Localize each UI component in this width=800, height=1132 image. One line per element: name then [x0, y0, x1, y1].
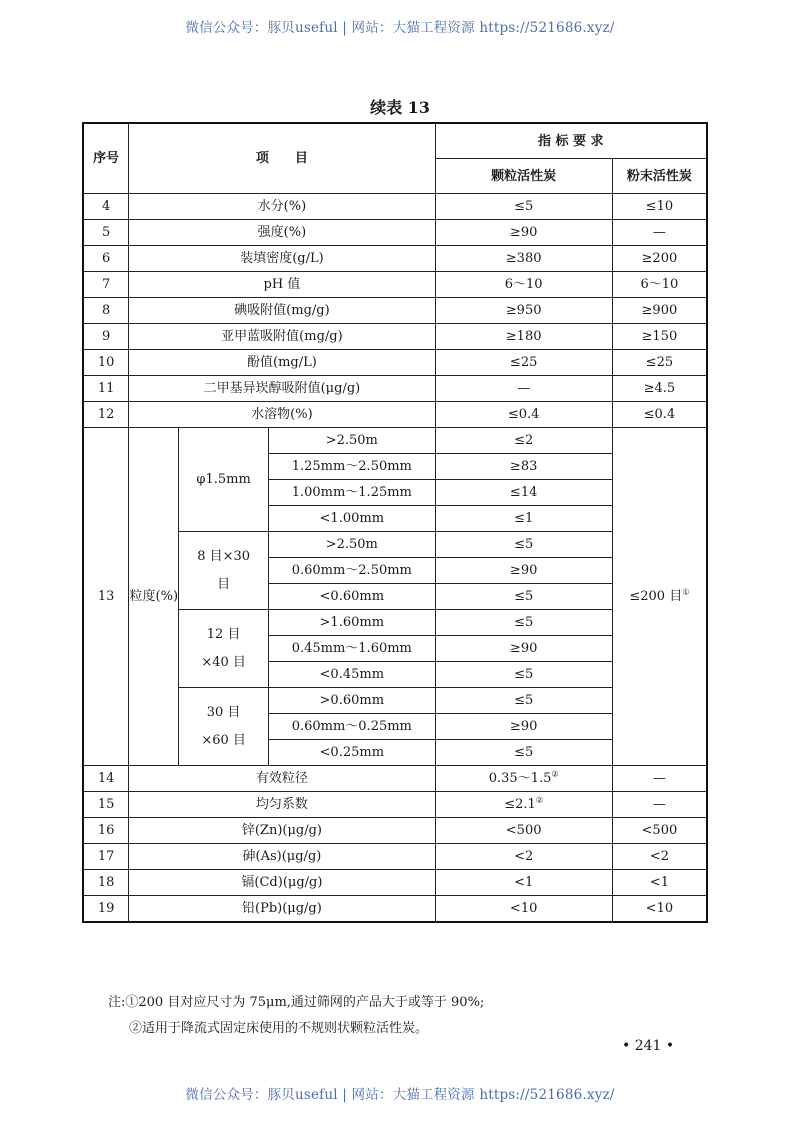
row-granular: ≤0.4 [435, 402, 612, 428]
table-row [83, 246, 707, 272]
row-granular: ≤25 [435, 350, 612, 376]
row-powder: — [612, 220, 707, 246]
row-item: 有效粒径 [129, 766, 435, 792]
row-powder: <10 [612, 896, 707, 923]
row-powder: ≥900 [612, 298, 707, 324]
header-requirements: 指 标 要 求 [435, 123, 707, 159]
row-granular [435, 766, 612, 792]
row-granular: ≥90 [435, 714, 612, 740]
footnote-ref: ② [535, 795, 544, 805]
row-no: 9 [83, 324, 129, 350]
table-row [83, 402, 707, 428]
row-granular: — [435, 376, 612, 402]
range-cell: 0.45mm～1.60mm [269, 636, 435, 662]
row-granular: <2 [435, 844, 612, 870]
row-granular: ≤2 [435, 428, 612, 454]
group-label-text: 8 目×30 目 [197, 548, 251, 592]
range-cell: 1.25mm～2.50mm [269, 454, 435, 480]
footnote-1: 注:①200 目对应尺寸为 75μm,通过筛网的产品大于或等于 90%; [108, 995, 485, 1010]
row-granular: ≥90 [435, 636, 612, 662]
range-cell: <0.45mm [269, 662, 435, 688]
row-granular: ≤5 [435, 688, 612, 714]
granular-value: ≤2.1 [504, 797, 536, 812]
row-granular: ≤14 [435, 480, 612, 506]
group-label: φ1.5mm [179, 428, 269, 532]
group-label-text: 30 目×60 目 [201, 704, 246, 748]
range-cell: 1.00mm～1.25mm [269, 480, 435, 506]
row-no: 17 [83, 844, 129, 870]
table-title: 续表 13 [370, 98, 430, 117]
header-powder: 粉末活性炭 [612, 159, 707, 194]
footnote-2: ②适用于降流式固定床使用的不规则状颗粒活性炭。 [129, 1021, 429, 1036]
row-item: pH 值 [129, 272, 435, 298]
row-no: 8 [83, 298, 129, 324]
row-powder: ≥150 [612, 324, 707, 350]
row-item: 二甲基异崁醇吸附值(μg/g) [129, 376, 435, 402]
row-granular: ≤5 [435, 584, 612, 610]
table-row [83, 376, 707, 402]
row-item: 锌(Zn)(μg/g) [129, 818, 435, 844]
row-item: 亚甲蓝吸附值(mg/g) [129, 324, 435, 350]
row-no: 10 [83, 350, 129, 376]
table-row [83, 896, 707, 923]
row-powder: <1 [612, 870, 707, 896]
row-powder: — [612, 766, 707, 792]
header-granular: 颗粒活性炭 [435, 159, 612, 194]
row-powder: ≥200 [612, 246, 707, 272]
row-granular [435, 792, 612, 818]
row-no: 14 [83, 766, 129, 792]
row-item: 酚值(mg/L) [129, 350, 435, 376]
range-cell: >2.50m [269, 428, 435, 454]
row-granular: ≤5 [435, 740, 612, 766]
table-row [83, 428, 707, 454]
row-item: 装填密度(g/L) [129, 246, 435, 272]
footnotes [108, 990, 484, 1042]
table-row [83, 298, 707, 324]
row-no: 12 [83, 402, 129, 428]
range-cell: 0.60mm～0.25mm [269, 714, 435, 740]
row-item: 镉(Cd)(μg/g) [129, 870, 435, 896]
row-powder: ≤10 [612, 194, 707, 220]
watermark-bottom: 微信公众号：豚贝useful | 网站：大猫工程资源 https://521686.xyz/ [185, 1087, 615, 1103]
watermark-top: 微信公众号：豚贝useful | 网站：大猫工程资源 https://521686.xyz/ [185, 20, 615, 36]
row-granular: ≥83 [435, 454, 612, 480]
row-granular: ≥90 [435, 558, 612, 584]
row-granular: ≤5 [435, 532, 612, 558]
range-cell: >0.60mm [269, 688, 435, 714]
table-row [83, 324, 707, 350]
table-row [83, 818, 707, 844]
table-row [83, 350, 707, 376]
row-granular: 6～10 [435, 272, 612, 298]
row-powder: ≥4.5 [612, 376, 707, 402]
row-no: 18 [83, 870, 129, 896]
group-label [179, 532, 269, 610]
footnote-ref: ① [682, 587, 690, 597]
row-powder: <2 [612, 844, 707, 870]
row-item: 水分(%) [129, 194, 435, 220]
spec-table [82, 122, 708, 923]
row-powder: ≤0.4 [612, 402, 707, 428]
table-row [83, 194, 707, 220]
row-granular: ≤5 [435, 662, 612, 688]
row-granular: <500 [435, 818, 612, 844]
row-granular: ≤5 [435, 610, 612, 636]
row-granular: ≤1 [435, 506, 612, 532]
granular-value: 0.35～1.5 [488, 771, 552, 786]
row-no: 5 [83, 220, 129, 246]
row-no: 19 [83, 896, 129, 923]
row-granular: <10 [435, 896, 612, 923]
row-granular: ≥180 [435, 324, 612, 350]
header-no: 序号 [83, 123, 129, 194]
row-powder: <500 [612, 818, 707, 844]
range-cell: 0.60mm～2.50mm [269, 558, 435, 584]
row-no: 4 [83, 194, 129, 220]
range-cell: <0.25mm [269, 740, 435, 766]
row-granular: ≤5 [435, 194, 612, 220]
particle-size-text: 粒度(%) [129, 588, 179, 604]
row-powder: ≤25 [612, 350, 707, 376]
row-no: 13 [83, 428, 129, 766]
footnote-ref: ② [551, 769, 559, 779]
row-granular: ≥380 [435, 246, 612, 272]
particle-size-label [129, 428, 179, 766]
row-powder: — [612, 792, 707, 818]
group-label [179, 610, 269, 688]
row-item: 砷(As)(μg/g) [129, 844, 435, 870]
table-row [83, 766, 707, 792]
row-granular: <1 [435, 870, 612, 896]
group-label [179, 688, 269, 766]
row-granular: ≥950 [435, 298, 612, 324]
range-cell: >2.50m [269, 532, 435, 558]
row-item: 水溶物(%) [129, 402, 435, 428]
row-item: 铅(Pb)(μg/g) [129, 896, 435, 923]
table-row [83, 272, 707, 298]
row-no: 15 [83, 792, 129, 818]
page-number: • 241 • [622, 1038, 675, 1054]
table-row [83, 792, 707, 818]
row-item: 均匀系数 [129, 792, 435, 818]
table-row [83, 844, 707, 870]
row-no: 6 [83, 246, 129, 272]
range-cell: <1.00mm [269, 506, 435, 532]
row-powder [612, 428, 707, 766]
range-cell: >1.60mm [269, 610, 435, 636]
table-row [83, 220, 707, 246]
row-no: 11 [83, 376, 129, 402]
row-no: 7 [83, 272, 129, 298]
row-item: 强度(%) [129, 220, 435, 246]
row-no: 16 [83, 818, 129, 844]
group-label-text: 12 目×40 目 [201, 626, 246, 670]
range-cell: <0.60mm [269, 584, 435, 610]
row-powder: 6～10 [612, 272, 707, 298]
powder-value: ≤200 目 [629, 589, 683, 604]
header-item: 项 目 [129, 123, 435, 194]
row-item: 碘吸附值(mg/g) [129, 298, 435, 324]
row-granular: ≥90 [435, 220, 612, 246]
table-row [83, 870, 707, 896]
